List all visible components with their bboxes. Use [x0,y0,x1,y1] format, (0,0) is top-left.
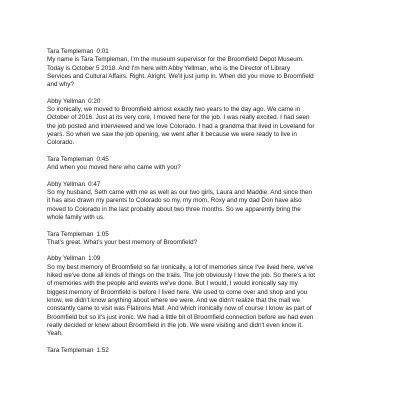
utterance-text [47,106,367,147]
text-line: That's great. What's your best memory of Broomfield? [47,238,198,246]
transcript-entry [47,347,367,355]
text-line: So ironically, we moved to Broomfield almost exactly two years to the day ago. We came in [47,106,301,114]
transcript-page [47,48,367,363]
speaker-line [47,347,367,355]
speaker-line [47,231,367,239]
text-line: whole family with us. [47,213,105,221]
transcript-entry [47,255,367,338]
speaker-name: Abby Yellman [47,180,86,188]
timestamp: 0:01 [96,48,109,55]
text-line: Yeah. [47,330,63,338]
transcript-entry [47,231,367,248]
speaker-name: Tara Templeman [47,155,94,163]
text-line: October of 2016. Just at its very core, I moved here for the job. I was really excited. I had seen [47,114,310,122]
speaker-line [47,156,367,164]
speaker-name: Abby Yellman [47,97,86,105]
text-line: So my best memory of Broomfield so far ironically, a lot of memories since I've lived here, we've [47,263,314,271]
transcript-entry [47,181,367,222]
speaker-line [47,255,367,263]
text-line: moved to Colorado in the last probably about two three months. So we apparently bring the [47,205,301,213]
text-line: the job posted and interviewed and we love Colorado. I had a grandma that lived in Loveland for [47,122,315,130]
speaker-line [47,98,367,106]
utterance-text [47,164,367,172]
text-line: hiked we've done all kinds of things on the trails. The job obviously I love the job. So there's a lot [47,272,315,280]
utterance-text [47,56,367,89]
text-line: Colorado. [47,139,75,147]
timestamp: 1:05 [96,230,109,238]
timestamp: 1:52 [96,346,109,354]
utterance-text [47,189,367,222]
speaker-name: Tara Templeman [47,48,94,55]
text-line: know, we didn't know anything about where we were. And we didn't realize that the mall we [47,296,301,304]
utterance-text [47,239,367,247]
text-line: My name is Tara Templeman, I'm the museum supervisor for the Broomfield Depot Museum. [47,56,304,64]
text-line: really decided or knew about Broomfield in the job. We were visiting and didn't even know it. [47,321,303,329]
text-line: Today is October 5 2018. And I'm here with Abby Yellman, who is the Director of Library [47,64,291,72]
timestamp: 0:20 [88,97,101,105]
speaker-name: Abby Yellman [47,255,86,263]
text-line: years. So when we saw the job opening, we went after it because we were ready to live in [47,130,297,138]
timestamp: 0:45 [96,155,109,163]
speaker-line [47,48,367,56]
text-line: And when you moved here who came with you? [47,164,181,172]
utterance-text [47,264,367,339]
transcript-entry [47,98,367,148]
text-line: and why? [47,81,74,89]
text-line: So my husband, Seth came with me as well as our two girls, Laura and Maddie. And since then [47,189,312,197]
text-line: of memories with the people and events we've done. But I would, I would ironically say my [47,280,298,288]
speaker-line [47,181,367,189]
timestamp: 0:47 [88,180,101,188]
speaker-name: Tara Templeman [47,230,94,238]
text-line: biggest memory of Broomfield is before I lived here. We used to come over and shop and you [47,288,308,296]
transcript-entry [47,156,367,173]
transcript-entry [47,48,367,89]
text-line: Broomfield but so it's just ironic. We had a little bit of Broomfield connection before we had even [47,313,314,321]
timestamp: 1:09 [88,255,101,263]
text-line: Services and Cultural Affairs. Right. Alright. We'll just jump in. When did you move to Broomfield [47,72,314,80]
text-line: it has also drawn my parents to Colorado so my, my mom, Roxy and my dad Don have also [47,197,302,205]
speaker-name: Tara Templeman [47,346,94,354]
text-line: constantly came to visit was Flatirons Mall. And which ironically now of course I know as part of [47,305,312,313]
